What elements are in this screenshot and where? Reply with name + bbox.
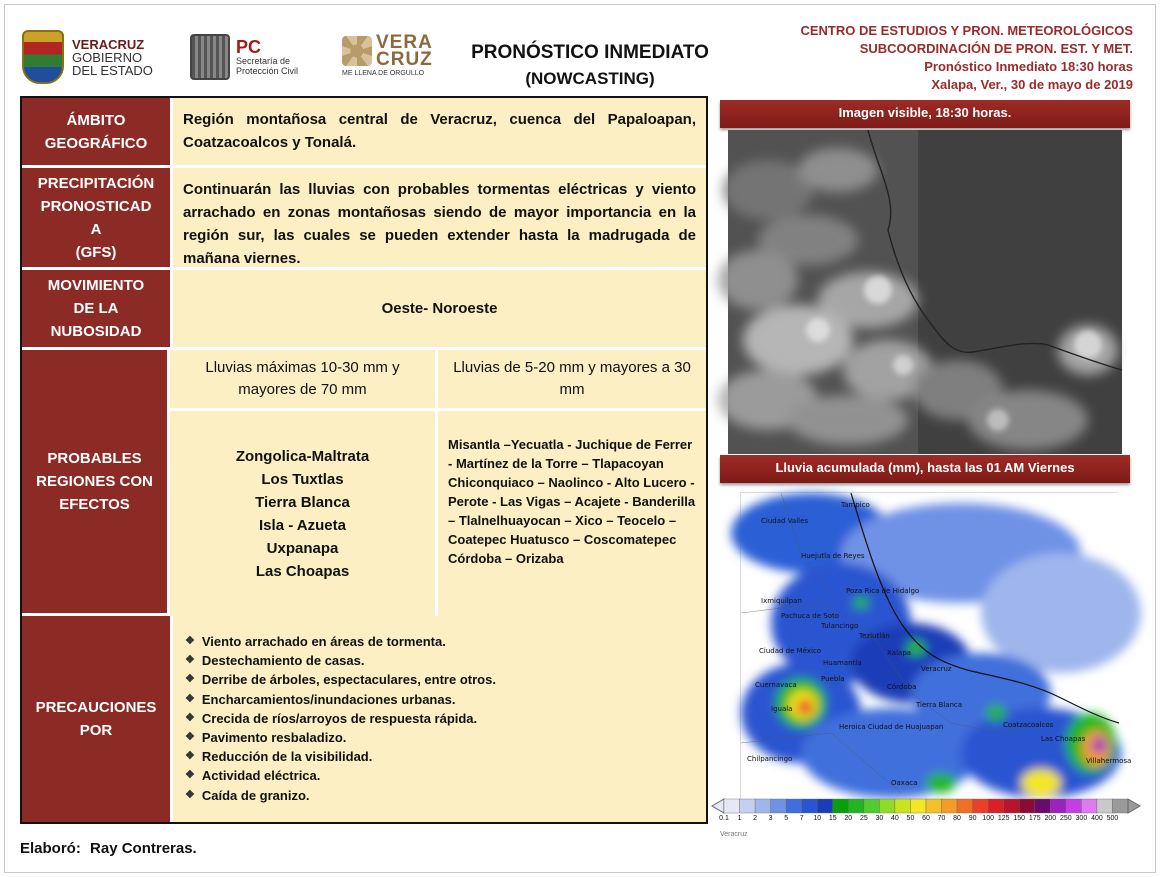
colorbar-tick-label: 40: [891, 815, 899, 822]
colorbar-tick-label: 1: [737, 815, 742, 822]
colorbar-tick-label: 100: [982, 815, 994, 822]
colorbar-tick-label: 3: [768, 815, 773, 822]
diamond-bullet-icon: ❖: [185, 731, 195, 744]
rain-colorbar-ticks: [712, 815, 1140, 827]
diamond-bullet-icon: ❖: [185, 673, 195, 686]
colorbar-tick-label: 250: [1060, 815, 1072, 822]
satellite-visible-image: [728, 130, 1122, 454]
colorbar-swatch: [1097, 799, 1113, 813]
colorbar-tick-label: 7: [799, 815, 804, 822]
map-label-cuernavaca: Cuernavaca: [755, 681, 797, 689]
map-label-tierra-blanca: Tierra Blanca: [916, 701, 963, 709]
precaution-text: Derribe de árboles, espectaculares, entre otros.: [201, 672, 496, 688]
rain-map-footer: Veracruz: [720, 831, 748, 838]
proteccion-civil-emblem-icon: [190, 34, 230, 80]
map-label-huejutla: Huejutla de Reyes: [801, 552, 865, 560]
precaution-text: Crecida de ríos/arroyos de respuesta rápida.: [201, 710, 478, 726]
colorbar-tick-label: 200: [1044, 815, 1057, 822]
precaution-text: Caída de granizo.: [201, 787, 310, 803]
table-row-ambito: [22, 98, 706, 168]
regiones-zones-left: [170, 411, 435, 616]
colorbar-swatch: [1112, 799, 1128, 813]
vc-logo-slogan: ME LLENA DE ORGULLO: [342, 70, 425, 77]
institution-line4: Xalapa, Ver., 30 de mayo de 2019: [931, 77, 1133, 92]
precaution-item: [185, 651, 706, 670]
colorbar-tick-label: 20: [844, 815, 853, 822]
precaution-text: Destechamiento de casas.: [201, 653, 365, 669]
forecast-table: [20, 96, 708, 824]
colorbar-swatch: [724, 799, 740, 813]
colorbar-swatch: [910, 799, 926, 813]
diamond-bullet-icon: ❖: [185, 711, 195, 724]
zone-item: Tierra Blanca: [255, 493, 350, 511]
map-label-poza-rica: Poza Rica de Hidalgo: [846, 587, 920, 595]
gob-logo-line2: GOBIERNO: [72, 49, 143, 65]
colorbar-tick-label: 0.1: [719, 815, 729, 822]
colorbar-tick-label: 70: [937, 815, 946, 822]
colorbar-tick-label: 500: [1106, 815, 1119, 822]
table-row-regiones: [22, 350, 706, 616]
map-label-teziutlan: Teziutlán: [859, 632, 890, 640]
ambito-text: Región montañosa central de Veracruz, cuenca del Papaloapan, Coatzacoalcos y Tonalá.: [173, 98, 706, 168]
author-label: Elaboró:: [20, 840, 81, 857]
precaution-item: [185, 747, 706, 766]
movimiento-label: MOVIMIENTO DE LA NUBOSIDAD: [22, 270, 170, 350]
colorbar-swatch: [957, 799, 973, 813]
colorbar-tick-label: 400: [1091, 815, 1103, 822]
precaution-text: Encharcamientos/inundaciones urbanas.: [201, 691, 456, 707]
colorbar-swatch: [895, 799, 911, 813]
precaution-item: [185, 690, 706, 709]
precipitacion-text: Continuarán las lluvias con probables tormentas eléctricas y viento arrachado en zonas montañosas siendo de mayor importancia en la región sur, las cuales se pueden extender hasta la madrugada de mañana viernes.: [173, 168, 706, 270]
colorbar-tick-label: 300: [1075, 815, 1088, 822]
colorbar-swatch: [1004, 799, 1020, 813]
regiones-zones-right: Misantla –Yecuatla - Juchique de Ferrer - Martínez de la Torre – Tlapacoyan Chiconquiaco – Naolinco - Alto Lucero - Perote - Las Vigas – Acajete - Banderilla – Tlalnelhuayocan – Xico – Teocelo – Coatepec Huatusco – Coscomatepec Córdoba – Orizaba: [438, 411, 706, 616]
table-row-movimiento: [22, 270, 706, 350]
colorbar-tick-label: 90: [968, 815, 977, 822]
precaution-item: [185, 670, 706, 689]
colorbar-swatch: [879, 799, 895, 813]
colorbar-tick-label: 50: [906, 815, 915, 822]
map-label-huajuapan: Heroica Ciudad de Huajuapan: [839, 723, 944, 731]
colorbar-tick-label: 175: [1028, 815, 1041, 822]
regiones-head-right: Lluvias de 5-20 mm y mayores a 30 mm: [438, 350, 706, 408]
colorbar-right-arrow: [1128, 799, 1140, 813]
colorbar-swatch: [786, 799, 802, 813]
ambito-label: ÁMBITO GEOGRÁFICO: [22, 98, 170, 168]
map-label-las-choapas: Las Choapas: [1041, 735, 1086, 743]
regiones-head-left: Lluvias máximas 10-30 mm y mayores de 70 mm: [170, 350, 435, 408]
precaution-text: Actividad eléctrica.: [201, 768, 321, 784]
precaution-item: [185, 632, 706, 651]
colorbar-swatch: [1066, 799, 1082, 813]
map-label-chilpancingo: Chilpancingo: [747, 755, 793, 763]
map-label-huamantla: Huamantla: [823, 659, 862, 667]
colorbar-swatch: [1081, 799, 1097, 813]
colorbar-swatch: [755, 799, 771, 813]
vc-logo-line1: VERA: [376, 32, 433, 53]
colorbar-swatch: [848, 799, 864, 813]
map-label-tampico: Tampico: [841, 501, 870, 509]
colorbar-tick-label: 60: [922, 815, 930, 822]
rain-map-banner: Lluvia acumulada (mm), hasta las 01 AM Viernes: [720, 455, 1130, 483]
gob-logo-line1: VERACRUZ: [72, 36, 145, 52]
diamond-bullet-icon: ❖: [185, 635, 195, 647]
institution-block: [800, 22, 1133, 94]
pc-logo-big: PC: [236, 37, 262, 57]
colorbar-tick-label: 30: [875, 815, 884, 822]
colorbar-swatch: [1035, 799, 1051, 813]
colorbar-left-arrow: [712, 799, 724, 813]
colorbar-tick-label: 150: [1013, 815, 1026, 822]
precaution-text: Pavimento resbaladizo.: [201, 730, 347, 746]
precauciones-list: [173, 616, 706, 805]
diamond-bullet-icon: ❖: [185, 654, 195, 667]
zone-item: Uxpanapa: [266, 539, 339, 557]
document-subtitle: (NOWCASTING): [525, 69, 655, 88]
colorbar-swatch: [817, 799, 833, 813]
map-label-cdmx: Ciudad de México: [759, 647, 822, 655]
accumulated-rain-map: [740, 492, 1132, 800]
colorbar-tick-label: 125: [997, 815, 1010, 822]
colorbar-swatch: [942, 799, 958, 813]
zone-item: Los Tuxtlas: [261, 470, 344, 488]
diamond-bullet-icon: ❖: [185, 692, 195, 705]
pc-logo-line2: Protección Civil: [236, 66, 299, 76]
map-label-coatzacoalcos: Coatzacoalcos: [1003, 721, 1054, 729]
colorbar-swatch: [771, 799, 787, 813]
author-line: [20, 840, 197, 857]
institution-line2: SUBCOORDINACIÓN DE PRON. EST. Y MET.: [859, 41, 1133, 56]
zone-item: Zongolica-Maltrata: [235, 447, 370, 465]
gob-logo-line3: DEL ESTADO: [72, 62, 153, 78]
institution-line3: Pronóstico Inmediato 18:30 horas: [924, 59, 1133, 74]
proteccion-civil-logo: [190, 34, 298, 80]
precaution-item: [185, 766, 706, 785]
institution-line1: CENTRO DE ESTUDIOS Y PRON. METEOROLÓGICOS: [800, 23, 1133, 38]
document-title: PRONÓSTICO INMEDIATO: [471, 42, 709, 63]
veracruz-brand-logo: [342, 34, 433, 77]
rain-colorbar: [712, 798, 1140, 814]
regiones-grid: [170, 350, 706, 616]
regiones-label: PROBABLES REGIONES CON EFECTOS: [22, 350, 167, 616]
satellite-image-banner: Imagen visible, 18:30 horas.: [720, 100, 1130, 128]
veracruz-government-logo: [22, 30, 153, 84]
map-label-oaxaca: Oaxaca: [891, 779, 918, 787]
pc-logo-line1: Secretaría de: [236, 56, 291, 66]
map-label-ciudad-valles: Ciudad Valles: [761, 517, 809, 525]
map-label-puebla: Puebla: [821, 675, 845, 683]
veracruz-star-icon: [342, 36, 372, 66]
colorbar-tick-label: 2: [753, 815, 758, 822]
colorbar-tick-label: 15: [828, 815, 837, 822]
map-label-xalapa: Xalapa: [887, 649, 912, 657]
colorbar-swatch: [926, 799, 942, 813]
precaution-item: [185, 728, 706, 747]
map-label-villahermosa: Villahermosa: [1086, 757, 1132, 765]
map-label-veracruz: Veracruz: [921, 665, 952, 673]
precipitacion-label: PRECIPITACIÓN PRONOSTICAD A (GFS): [22, 168, 170, 270]
precaution-text: Reducción de la visibilidad.: [201, 749, 373, 765]
precaution-item: [185, 786, 706, 805]
map-label-iguala: Iguala: [771, 705, 793, 713]
colorbar-tick-label: 80: [953, 815, 961, 822]
precauciones-label: PRECAUCIONES POR: [22, 616, 170, 822]
diamond-bullet-icon: ❖: [185, 769, 195, 782]
veracruz-shield-icon: [22, 30, 64, 84]
colorbar-tick-label: 5: [784, 815, 789, 822]
vc-logo-line2: CRUZ: [376, 49, 433, 70]
precaution-text: Viento arrachado en áreas de tormenta.: [201, 634, 446, 649]
author-name: Ray Contreras.: [90, 840, 197, 857]
colorbar-swatch: [1019, 799, 1035, 813]
colorbar-swatch: [988, 799, 1004, 813]
colorbar-swatch: [802, 799, 818, 813]
diamond-bullet-icon: ❖: [185, 750, 195, 763]
zone-item: Las Choapas: [255, 562, 350, 580]
document-title-block: [440, 40, 740, 92]
map-label-tulancingo: Tulancingo: [821, 622, 859, 630]
table-row-precipitacion: [22, 168, 706, 270]
precaution-item: [185, 709, 706, 728]
precauciones-body: [173, 616, 706, 822]
colorbar-swatch: [864, 799, 880, 813]
zone-item: Isla - Azueta: [259, 516, 346, 534]
colorbar-swatch: [1050, 799, 1066, 813]
diamond-bullet-icon: ❖: [185, 788, 195, 801]
colorbar-swatch: [973, 799, 989, 813]
map-label-ixmiquilpan: Ixmiquilpan: [761, 597, 802, 605]
table-row-precauciones: [22, 616, 706, 822]
colorbar-tick-label: 25: [859, 815, 868, 822]
colorbar-swatch: [740, 799, 756, 813]
map-label-cordoba: Córdoba: [887, 683, 917, 691]
colorbar-tick-label: 10: [813, 815, 822, 822]
colorbar-swatch: [833, 799, 849, 813]
movimiento-text: Oeste- Noroeste: [173, 270, 706, 350]
map-label-pachuca: Pachuca de Soto: [781, 612, 840, 620]
